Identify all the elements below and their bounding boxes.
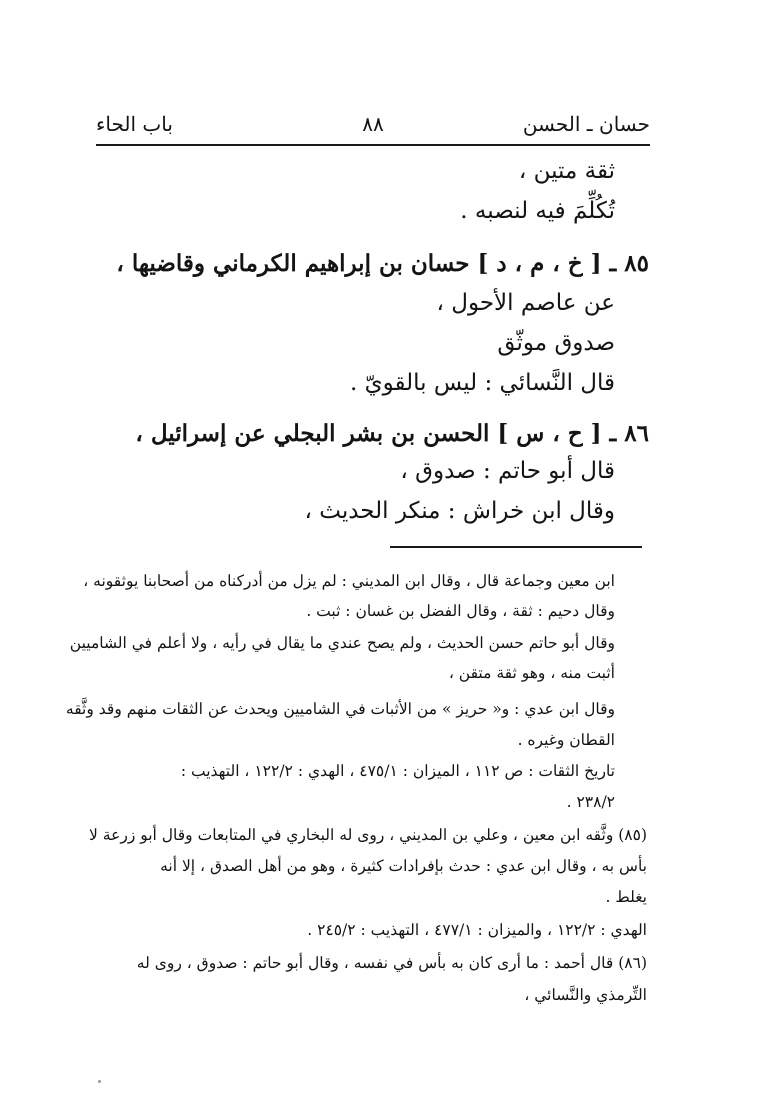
page-header (96, 112, 650, 142)
scan-speck (98, 1080, 101, 1083)
main-line: ثقة متين ، (518, 158, 615, 184)
main-line: قال النَّسائي : ليس بالقويّ . (350, 370, 615, 396)
header-rule (96, 144, 650, 146)
footnote-line: ٢٣٨/٢ . (566, 793, 615, 811)
footnote-line: الهدي : ١٢٢/٢ ، والميزان : ٤٧٧/١ ، التهذيب : ٢٤٥/٢ . (307, 921, 647, 939)
entry-85-heading: ٨٥ ـ [ خ ، م ، د ] حسان بن إبراهيم الكرماني وقاضيها ، (116, 250, 649, 277)
main-line: تُكُلِّمَ فيه لنصبه . (460, 198, 615, 224)
main-line: صدوق موثّق (497, 330, 615, 356)
footnote-86: (٨٦) قال أحمد : ما أرى كان به بأس في نفسه ، وقال أبو حاتم : صدوق ، روى له (136, 954, 647, 972)
footnote-line: التِّرمذي والنَّسائي ، (524, 986, 647, 1004)
footnote-line: وقال دحيم : ثقة ، وقال الفضل بن غسان : ثبت . (306, 602, 615, 620)
footnote-line: أثبت منه ، وهو ثقة متقن ، (448, 664, 615, 682)
main-line: عن عاصم الأحول ، (436, 290, 615, 316)
footnote-line: وقال ابن عدي : و« حريز » من الأثبات في الشاميين ويحدث عن الثقات منهم وقد وثَّقه (65, 700, 615, 718)
page-number: ٨٨ (362, 112, 384, 136)
footnote-line: ابن معين وجماعة قال ، وقال ابن المديني : لم يزل من أدركناه من أصحابنا يوثقونه ، (83, 572, 615, 590)
footnote-line: القطان وغيره . (517, 731, 615, 749)
footnote-line: بأس به ، وقال ابن عدي : حدث بإفرادات كثيرة ، وهو من أهل الصدق ، إلا أنه (160, 857, 647, 875)
chapter-title: باب الحاء (96, 112, 173, 136)
footnote-line: تاريخ الثقات : ص ١١٢ ، الميزان : ٤٧٥/١ ، الهدي : ١٢٢/٢ ، التهذيب : (180, 762, 615, 780)
running-head-title: حسان ـ الحسن (522, 112, 650, 136)
footnote-separator (390, 546, 642, 548)
footnote-line: يغلط . (605, 888, 647, 906)
footnote-85: (٨٥) وثَّقه ابن معين ، وعلي بن المديني ، روى له البخاري في المتابعات وقال أبو زرعة لا (89, 826, 647, 844)
footnote-line: وقال أبو حاتم حسن الحديث ، ولم يصح عندي ما يقال في رأيه ، ولا أعلم في الشاميين (69, 634, 615, 652)
main-line: وقال ابن خراش : منكر الحديث ، (304, 498, 615, 524)
main-line: قال أبو حاتم : صدوق ، (400, 458, 615, 484)
entry-86-heading: ٨٦ ـ [ ح ، س ] الحسن بن بشر البجلي عن إسرائيل ، (135, 420, 649, 447)
